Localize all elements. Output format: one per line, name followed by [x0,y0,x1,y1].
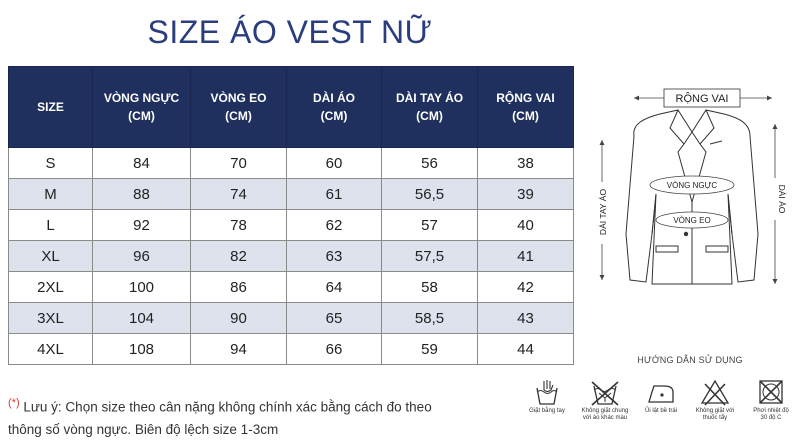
cell-length: 64 [287,272,382,303]
cell-length: 65 [287,303,382,334]
jacket-measurement-diagram [582,84,792,304]
care-guide-title: HƯỚNG DẪN SỬ DỤNG [637,355,743,365]
care-item: Không giặt với thuốc tẩy [690,378,740,422]
care-label: Ủi lật bề trái [644,408,677,414]
cell-size: 2XL [9,272,93,303]
cell-sleeve: 59 [382,334,478,365]
cell-length: 62 [287,210,382,241]
cell-size: 3XL [9,303,93,334]
jacket-button [684,232,688,236]
header-waist: VÒNG EO (CM) [191,67,287,148]
cell-waist: 70 [191,148,287,179]
low-iron-icon [646,378,676,406]
cell-waist: 78 [191,210,287,241]
note-line-1: Lưu ý: Chọn size theo cân nặng không chính xác bằng cách đo theo [23,399,432,415]
cell-waist: 90 [191,303,287,334]
cell-shoulder: 38 [478,148,574,179]
care-item: Phơi nhiệt độ 30 độ C [746,378,796,422]
hand-wash-icon [532,378,562,406]
size-note [8,392,528,441]
table-row [9,272,574,303]
chest-label: VÒNG NGỰC [666,181,718,190]
cell-shoulder: 39 [478,179,574,210]
cell-sleeve: 56 [382,148,478,179]
cell-waist: 74 [191,179,287,210]
cell-sleeve: 57,5 [382,241,478,272]
cell-shoulder: 44 [478,334,574,365]
cell-length: 61 [287,179,382,210]
care-item [522,378,572,415]
cell-waist: 82 [191,241,287,272]
table-row [9,179,574,210]
cell-sleeve: 58 [382,272,478,303]
cell-sleeve: 58,5 [382,303,478,334]
cell-chest: 104 [93,303,191,334]
cell-shoulder: 40 [478,210,574,241]
page-title: SIZE ÁO VEST NỮ [147,14,433,50]
header-length: DÀI ÁO (CM) [287,67,382,148]
shoulder-label: RỘNG VAI [675,93,729,105]
care-label: Không giặt với [695,408,735,414]
size-table [8,66,574,365]
cell-length: 66 [287,334,382,365]
note-line-2: thông số vòng ngực. Biên độ lệch size 1-3cm [8,421,279,437]
table-row [9,148,574,179]
jacket-outline [626,110,758,284]
sleeve-label: DÀI TAY ÁO [598,188,608,236]
cell-length: 60 [287,148,382,179]
cell-shoulder: 41 [478,241,574,272]
cell-shoulder: 43 [478,303,574,334]
header-chest: VÒNG NGỰC (CM) [93,67,191,148]
table-row [9,210,574,241]
dry-temperature-icon [756,378,786,406]
length-label: DÀI ÁO [777,184,787,214]
cell-chest: 88 [93,179,191,210]
no-wash-together-icon [590,378,620,406]
cell-length: 63 [287,241,382,272]
care-item: Không giặt chung với áo khác màu [580,378,630,422]
waist-label: VÒNG EO [673,216,711,225]
header-sleeve: DÀI TAY ÁO (CM) [382,67,478,148]
table-row [9,303,574,334]
care-label: Phơi nhiệt độ [753,408,789,414]
cell-sleeve: 56,5 [382,179,478,210]
cell-size: 4XL [9,334,93,365]
cell-size: L [9,210,93,241]
care-label: Không giặt chung [581,408,629,414]
cell-size: M [9,179,93,210]
cell-shoulder: 42 [478,272,574,303]
care-item [636,378,686,415]
cell-chest: 108 [93,334,191,365]
cell-size: S [9,148,93,179]
table-row [9,334,574,365]
cell-chest: 84 [93,148,191,179]
cell-waist: 94 [191,334,287,365]
no-bleach-icon [700,378,730,406]
note-asterisk: (*) [8,397,20,409]
care-label: Giặt bằng tay [529,408,565,414]
cell-waist: 86 [191,272,287,303]
cell-sleeve: 57 [382,210,478,241]
table-row [9,241,574,272]
header-size: SIZE [9,67,93,148]
header-shoulder: RỘNG VAI (CM) [478,67,574,148]
cell-size: XL [9,241,93,272]
cell-chest: 100 [93,272,191,303]
cell-chest: 92 [93,210,191,241]
cell-chest: 96 [93,241,191,272]
table-header-row [9,67,574,148]
